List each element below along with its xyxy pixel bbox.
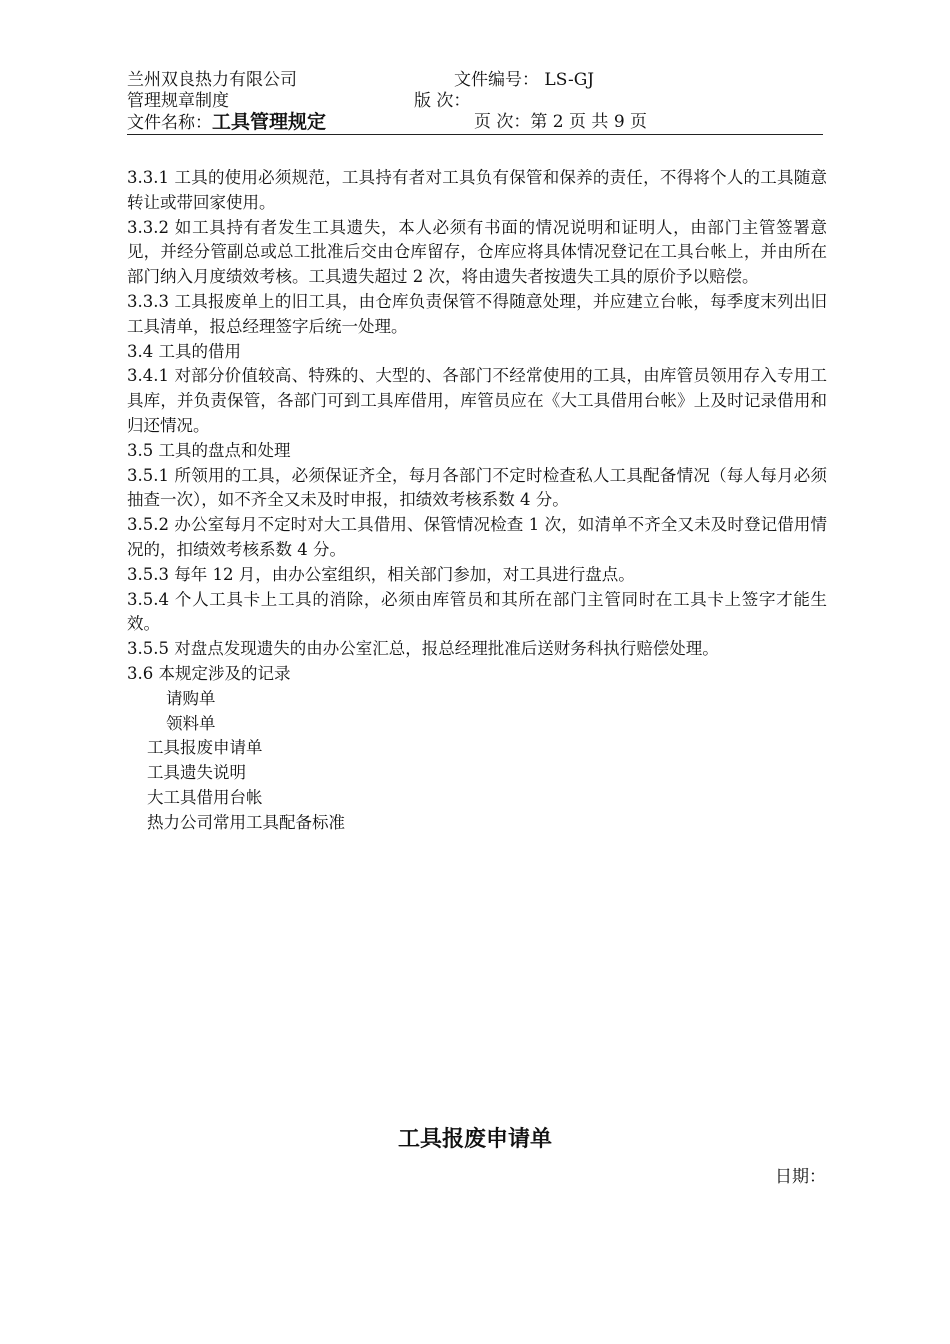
record-item: 热力公司常用工具配备标准 <box>147 812 345 832</box>
doc-title: 工具管理规定 <box>212 111 327 133</box>
doc-category: 管理规章制度 <box>127 91 229 111</box>
paragraph-3-3-3: 3.3.3 工具报废单上的旧工具，由仓库负责保管不得随意处理，并应建立台帐，每季度末列出旧工具清单，报总经理签字后统一处理。 <box>127 291 827 336</box>
doc-name-row <box>127 111 326 134</box>
paragraph-3-4-1: 3.4.1 对部分价值较高、特殊的、大型的、各部门不经常使用的工具，由库管员领用存入专用工具库，并负责保管，各部门可到工具库借用，库管员应在《大工具借用台帐》上及时记录借用和归还情况。 <box>127 366 827 435</box>
record-item: 领料单 <box>166 713 216 733</box>
section-3-4-heading: 3.4 工具的借用 <box>127 341 241 361</box>
doc-number: 文件编号： LS-GJ <box>454 70 595 90</box>
record-item: 请购单 <box>166 688 216 708</box>
record-item: 工具遗失说明 <box>147 763 246 783</box>
header-divider <box>127 134 823 135</box>
form-title: 工具报废申请单 <box>397 1127 552 1152</box>
paragraph-3-5-3: 3.5.3 每年 12 月，由办公室组织，相关部门参加，对工具进行盘点。 <box>127 564 635 584</box>
doc-version: 版 次： <box>414 91 471 111</box>
page-number: 页 次：第 2 页 共 9 页 <box>474 112 648 132</box>
paragraph-3-5-1: 3.5.1 所领用的工具，必须保证齐全，每月各部门不定时检查私人工具配备情况（每人每月必须抽查一次），如不齐全又未及时申报，扣绩效考核系数 4 分。 <box>127 465 827 510</box>
doc-name-label: 文件名称： <box>127 113 212 133</box>
section-3-5-heading: 3.5 工具的盘点和处理 <box>127 440 291 460</box>
document-body <box>127 166 827 836</box>
paragraph-3-3-1: 3.3.1 工具的使用必须规范，工具持有者对工具负有保管和保养的责任，不得将个人的工具随意转让或带回家使用。 <box>127 168 827 212</box>
paragraph-3-5-4: 3.5.4 个人工具卡上工具的消除，必须由库管员和其所在部门主管同时在工具卡上签字才能生效。 <box>127 589 827 634</box>
paragraph-3-5-5: 3.5.5 对盘点发现遗失的由办公室汇总，报总经理批准后送财务科执行赔偿处理。 <box>127 639 719 659</box>
paragraph-3-5-2: 3.5.2 办公室每月不定时对大工具借用、保管情况检查 1 次，如清单不齐全又未及时登记借用情况的，扣绩效考核系数 4 分。 <box>127 515 827 559</box>
record-item: 工具报废申请单 <box>147 738 263 758</box>
section-3-6-heading: 3.6 本规定涉及的记录 <box>127 663 291 683</box>
company-name: 兰州双良热力有限公司 <box>127 70 297 90</box>
date-label: 日期： <box>775 1167 826 1187</box>
paragraph-3-3-2: 3.3.2 如工具持有者发生工具遗失，本人必须有书面的情况说明和证明人，由部门主管签署意见，并经分管副总或总工批准后交由仓库留存，仓库应将具体情况登记在工具台帐上，并由所在部门纳入月度绩效考核。工具遗失超过 2 次，将由遗失者按遗失工具的原价予以赔偿。 <box>127 217 827 287</box>
record-item: 大工具借用台帐 <box>147 787 263 807</box>
